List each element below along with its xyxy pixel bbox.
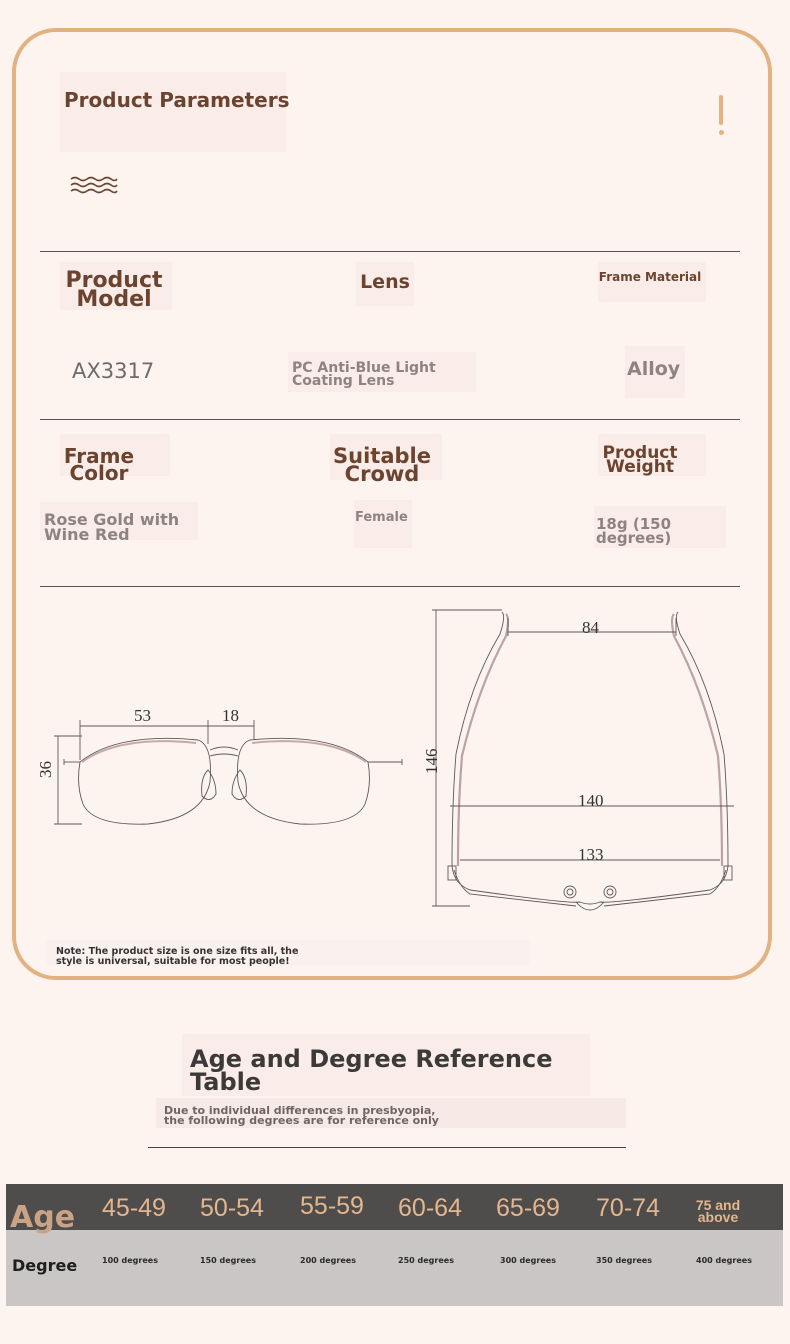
exclamation-icon (719, 95, 723, 125)
reference-subtitle: Due to individual differences in presbyopia, the following degrees are for reference only (164, 1104, 439, 1128)
degree-row (6, 1230, 783, 1306)
model-value: AX3317 (72, 359, 155, 383)
wave-icon (70, 176, 118, 198)
lens-label: Lens (360, 271, 410, 293)
material-value: Alloy (627, 358, 681, 380)
temple-length-label: 146 (422, 748, 441, 774)
color-value: Rose Gold with Wine Red (44, 510, 180, 545)
reference-title: Age and Degree Reference Table (190, 1045, 553, 1096)
crowd-label: Suitable Crowd (333, 444, 431, 486)
total-width-label: 140 (578, 791, 604, 810)
age-value: 65-69 (496, 1194, 560, 1222)
age-value: 50-54 (200, 1194, 264, 1222)
color-label: Frame Color (63, 444, 135, 485)
exclamation-dot (719, 130, 724, 135)
age-label: Age (10, 1200, 76, 1235)
degree-value: 250 degrees (398, 1256, 454, 1265)
divider-2 (40, 419, 740, 420)
degree-value: 150 degrees (200, 1256, 256, 1265)
lens-value: PC Anti-Blue Light Coating Lens (292, 360, 436, 390)
age-value: 55-59 (300, 1192, 364, 1220)
degree-value: 200 degrees (300, 1256, 356, 1265)
top-view-diagram (430, 604, 750, 918)
degree-value: 350 degrees (596, 1256, 652, 1265)
degree-value: 400 degrees (696, 1256, 752, 1265)
frame-width-label: 133 (578, 845, 604, 864)
crowd-value: Female (355, 510, 408, 525)
degree-label: Degree (12, 1256, 78, 1275)
divider-3 (40, 586, 740, 587)
note-text: Note: The product size is one size fits all, the style is universal, suitable for most people! (56, 946, 299, 967)
lens-width-label: 53 (134, 706, 151, 725)
title-background (60, 72, 286, 152)
degree-value: 100 degrees (102, 1256, 158, 1265)
reference-divider (148, 1147, 626, 1148)
model-label: Product Model (65, 268, 163, 312)
weight-label: Product Weight (602, 443, 678, 478)
age-value: 70-74 (596, 1194, 660, 1222)
degree-value: 300 degrees (500, 1256, 556, 1265)
temple-gap-label: 84 (582, 618, 599, 637)
lens-height-label: 36 (36, 761, 55, 778)
weight-value: 18g (150 degrees) (596, 515, 672, 548)
bridge-label: 18 (222, 706, 239, 725)
divider-1 (40, 251, 740, 252)
age-value: 75 and above (695, 1197, 741, 1225)
age-value: 45-49 (102, 1194, 166, 1222)
material-label: Frame Material (598, 270, 702, 284)
age-value: 60-64 (398, 1194, 462, 1222)
page-title: Product Parameters (64, 88, 290, 112)
